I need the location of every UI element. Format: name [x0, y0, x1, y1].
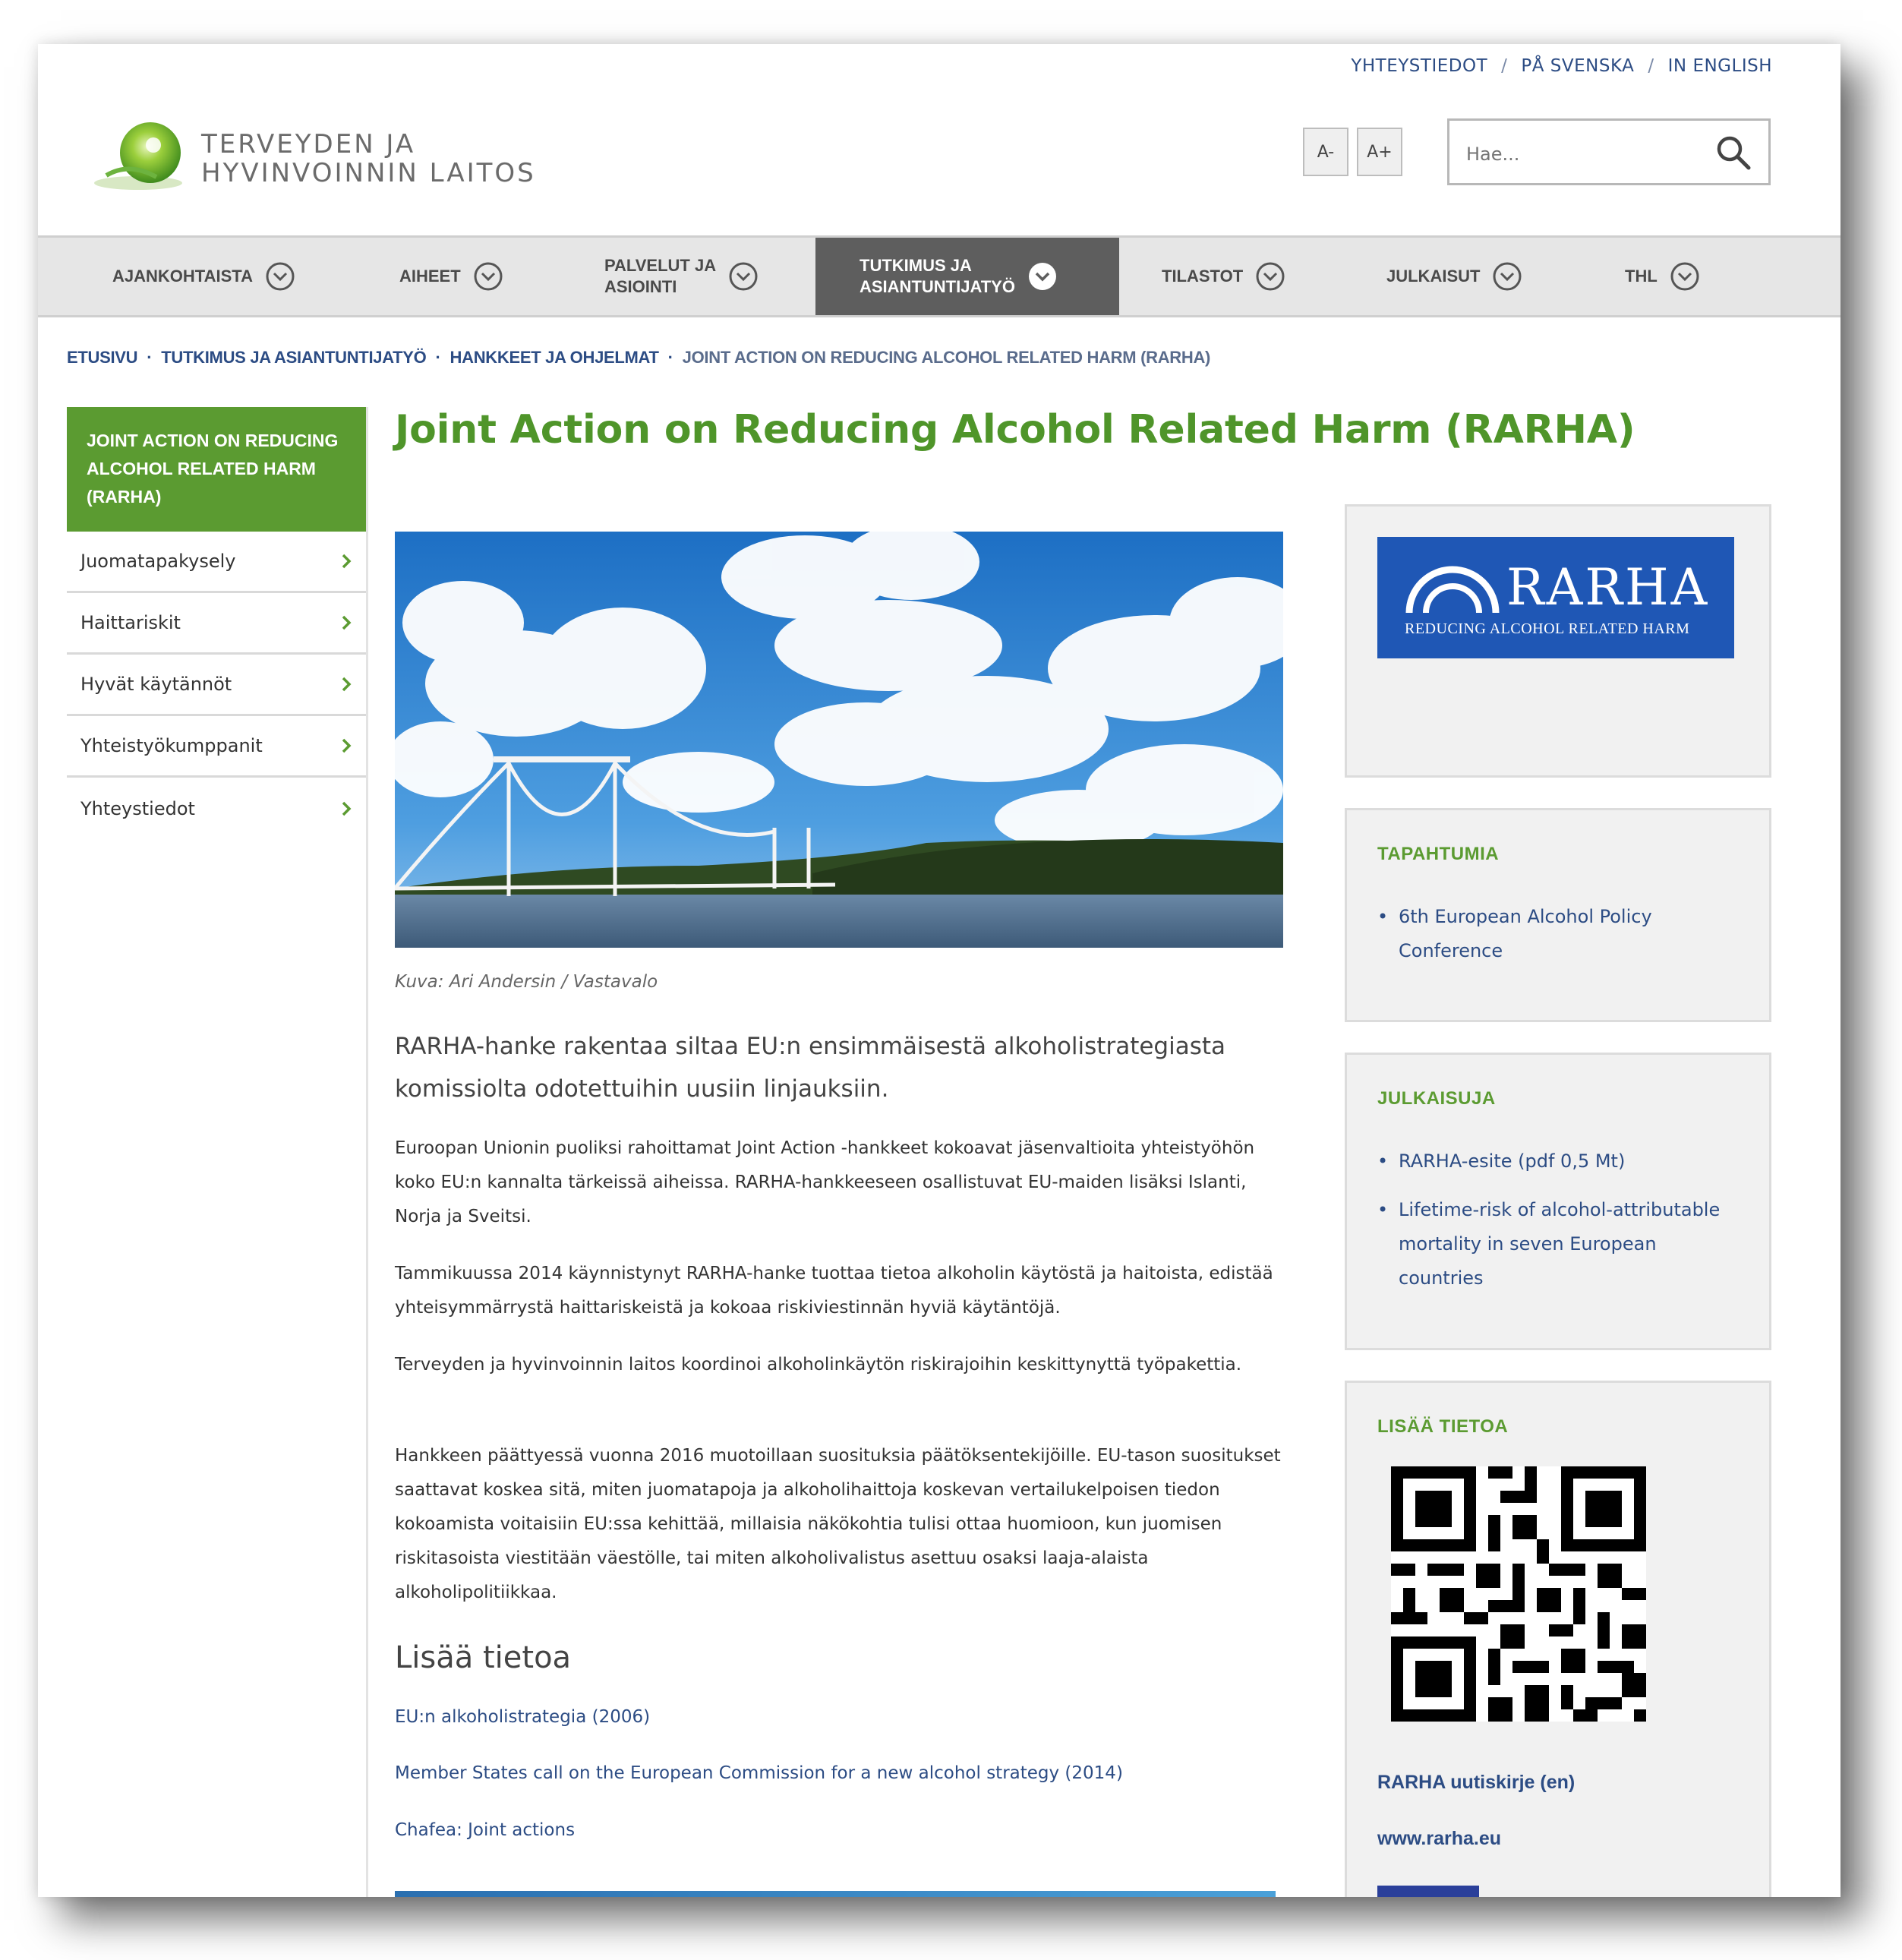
chevron-down-icon — [1492, 261, 1522, 292]
link-rarha-website[interactable]: www.rarha.eu — [1377, 1828, 1502, 1849]
sidebar-item-yhteystiedot[interactable] — [67, 778, 366, 839]
breadcrumb-current: JOINT ACTION ON REDUCING ALCOHOL RELATED HARM (RARHA) — [682, 348, 1211, 367]
separator: / — [1501, 56, 1508, 76]
chevron-right-icon — [340, 676, 352, 693]
globe-logo-icon — [91, 116, 190, 192]
rarha-wordmark: RARHA — [1506, 558, 1710, 617]
chevron-down-icon — [473, 261, 503, 292]
search-icon[interactable] — [1714, 133, 1753, 172]
sidebar-item-hyvat-kaytannot[interactable] — [67, 655, 366, 716]
sidebar-item-haittariskit[interactable] — [67, 593, 366, 655]
link-swedish[interactable]: PÅ SVENSKA — [1521, 56, 1635, 76]
nav-label-line-1: PALVELUT JA — [604, 256, 717, 275]
nav-label: AIHEET — [399, 267, 461, 286]
thl-logo[interactable] — [91, 116, 623, 207]
nav-palvelut[interactable] — [604, 238, 759, 315]
nav-label-line-1: TUTKIMUS JA — [860, 256, 972, 275]
chevron-down-icon — [728, 261, 759, 292]
qr-code-icon — [1391, 1466, 1646, 1722]
sidebar-item-juomatapakysely[interactable] — [67, 532, 366, 593]
breadcrumb-projects[interactable]: HANKKEET JA OHJELMAT — [449, 348, 659, 367]
link-contact[interactable]: YHTEYSTIEDOT — [1351, 56, 1488, 76]
chevron-right-icon — [340, 614, 352, 631]
nav-label-line-2: ASIOINTI — [604, 277, 677, 296]
image-caption: Kuva: Ari Andersin / Vastavalo — [395, 972, 658, 992]
chevron-down-icon — [1027, 261, 1058, 292]
nav-aiheet[interactable] — [399, 238, 503, 315]
more-info-box — [1345, 1381, 1771, 1897]
breadcrumb-research[interactable]: TUTKIMUS JA ASIANTUNTIJATYÖ — [161, 348, 427, 367]
chevron-right-icon — [340, 800, 352, 817]
arch-logo-icon — [1403, 563, 1502, 616]
chevron-down-icon — [1670, 261, 1700, 292]
events-box — [1345, 808, 1771, 1022]
nav-label: THL — [1625, 267, 1658, 286]
sidebar-menu — [67, 532, 366, 839]
search-box — [1447, 118, 1771, 185]
breadcrumb-separator: · — [435, 348, 441, 367]
search-input[interactable] — [1465, 139, 1711, 169]
link-chafea-joint-actions[interactable]: Chafea: Joint actions — [395, 1820, 576, 1840]
link-english[interactable]: IN ENGLISH — [1667, 56, 1772, 76]
sidebar-heading[interactable]: JOINT ACTION ON REDUCING ALCOHOL RELATED HARM (RARHA) — [67, 407, 366, 532]
sidebar-item-yhteistyokumppanit[interactable] — [67, 716, 366, 778]
nav-julkaisut[interactable] — [1386, 238, 1522, 315]
nav-thl[interactable] — [1625, 238, 1700, 315]
content-divider — [366, 407, 368, 1897]
publication-link-lifetime-risk[interactable]: • Lifetime-risk of alcohol-attributable mortality in seven European countries — [1377, 1193, 1742, 1296]
chevron-right-icon — [340, 737, 352, 754]
sidebar-item-label: Hyvät käytännöt — [80, 674, 232, 695]
nav-label-line-2: ASIANTUNTIJATYÖ — [860, 277, 1015, 296]
body-paragraph-3: Terveyden ja hyvinvoinnin laitos koordinoi alkoholinkäytön riskirajoihin keskittynyttä työpakettia. — [395, 1355, 1242, 1375]
events-heading: TAPAHTUMIA — [1377, 844, 1500, 864]
sidebar-item-label: Yhteistyökumppanit — [80, 735, 263, 756]
nav-tutkimus[interactable] — [815, 238, 1119, 315]
sidebar-item-label: Juomatapakysely — [80, 551, 236, 572]
nav-ajankohtaista[interactable] — [112, 238, 295, 315]
chevron-down-icon — [1255, 261, 1285, 292]
logo-line-2: HYVINVOINNIN LAITOS — [201, 158, 536, 188]
font-increase-button[interactable]: A+ — [1357, 128, 1402, 176]
logo-line-1: TERVEYDEN JA — [201, 129, 416, 159]
link-rarha-newsletter[interactable]: RARHA uutiskirje (en) — [1377, 1772, 1576, 1793]
lead-paragraph: RARHA-hanke rakentaa siltaa EU:n ensimmäisestä alkoholistrategiasta komissiolta odotettuihin uusiin linjauksiin. — [395, 1033, 1226, 1103]
breadcrumb-separator: · — [147, 348, 153, 367]
rarha-logo[interactable] — [1377, 537, 1734, 658]
body-paragraph-4: Hankkeen päättyessä vuonna 2016 muotoillaan suosituksia päätöksentekijöille. EU-tason suositukset saattavat koskea sitä, miten juomatapoja ja alkoholihaittoja koskevan vertailukelpoisen tiedon kokoamista voitaisiin EU:ssa kehittää, millaisia näkökohtia tulisi ottaa huomioon, kun juomisen riskitasoista viestitään väestölle, tai miten alkoholivalistus asettuu osaksi laaja-alaista alkoholipolitiikkaa. — [395, 1446, 1281, 1602]
breadcrumb-home[interactable]: ETUSIVU — [67, 348, 138, 367]
nav-label: AJANKOHTAISTA — [112, 267, 253, 286]
publications-box — [1345, 1053, 1771, 1350]
link-eu-alcohol-strategy[interactable]: EU:n alkoholistrategia (2006) — [395, 1707, 651, 1727]
font-decrease-button[interactable]: A- — [1303, 128, 1348, 176]
chevron-down-icon — [265, 261, 295, 292]
more-info-box-heading: LISÄÄ TIETOA — [1377, 1416, 1509, 1437]
main-navigation — [38, 235, 1840, 317]
sidebar-item-label: Yhteystiedot — [80, 797, 195, 819]
bottom-banner-edge — [395, 1891, 1276, 1897]
chevron-right-icon — [340, 553, 352, 570]
eu-flag-partial — [1377, 1886, 1479, 1897]
more-info-heading: Lisää tietoa — [395, 1640, 572, 1675]
publications-heading: JULKAISUJA — [1377, 1088, 1496, 1109]
publication-link-brochure[interactable]: • RARHA-esite (pdf 0,5 Mt) — [1377, 1144, 1742, 1179]
body-paragraph-2: Tammikuussa 2014 käynnistynyt RARHA-hanke tuottaa tietoa alkoholin käytöstä ja haitoista, edistää yhteisymmärrystä haittariskeistä ja kokoaa riskiviestinnän hyviä käytäntöjä. — [395, 1264, 1273, 1318]
hero-image-bridge — [395, 532, 1283, 948]
event-link[interactable]: • 6th European Alcohol Policy Conference — [1377, 900, 1742, 968]
nav-label: TILASTOT — [1162, 267, 1244, 286]
nav-tilastot[interactable] — [1162, 238, 1285, 315]
breadcrumb-separator: · — [667, 348, 673, 367]
rarha-logo-box — [1345, 504, 1771, 778]
rarha-tagline: REDUCING ALCOHOL RELATED HARM — [1405, 620, 1690, 637]
nav-label: JULKAISUT — [1386, 267, 1481, 286]
page-frame — [38, 44, 1840, 1897]
breadcrumb — [67, 348, 1210, 368]
separator: / — [1648, 56, 1654, 76]
link-member-states-call[interactable]: Member States call on the European Commission for a new alcohol strategy (2014) — [395, 1763, 1123, 1783]
body-paragraph-1: Euroopan Unionin puoliksi rahoittamat Joint Action -hankkeet kokoavat jäsenvaltioita yhteistyöhön koko EU:n kannalta tärkeissä aiheissa. RARHA-hankkeeseen osallistuvat EU-maiden lisäksi Islanti, Norja ja Sveitsi. — [395, 1138, 1255, 1226]
sidebar-item-label: Haittariskit — [80, 612, 181, 633]
logo-text — [201, 130, 536, 188]
page-title: Joint Action on Reducing Alcohol Related Harm (RARHA) — [395, 407, 1635, 453]
utility-links — [1351, 56, 1772, 76]
